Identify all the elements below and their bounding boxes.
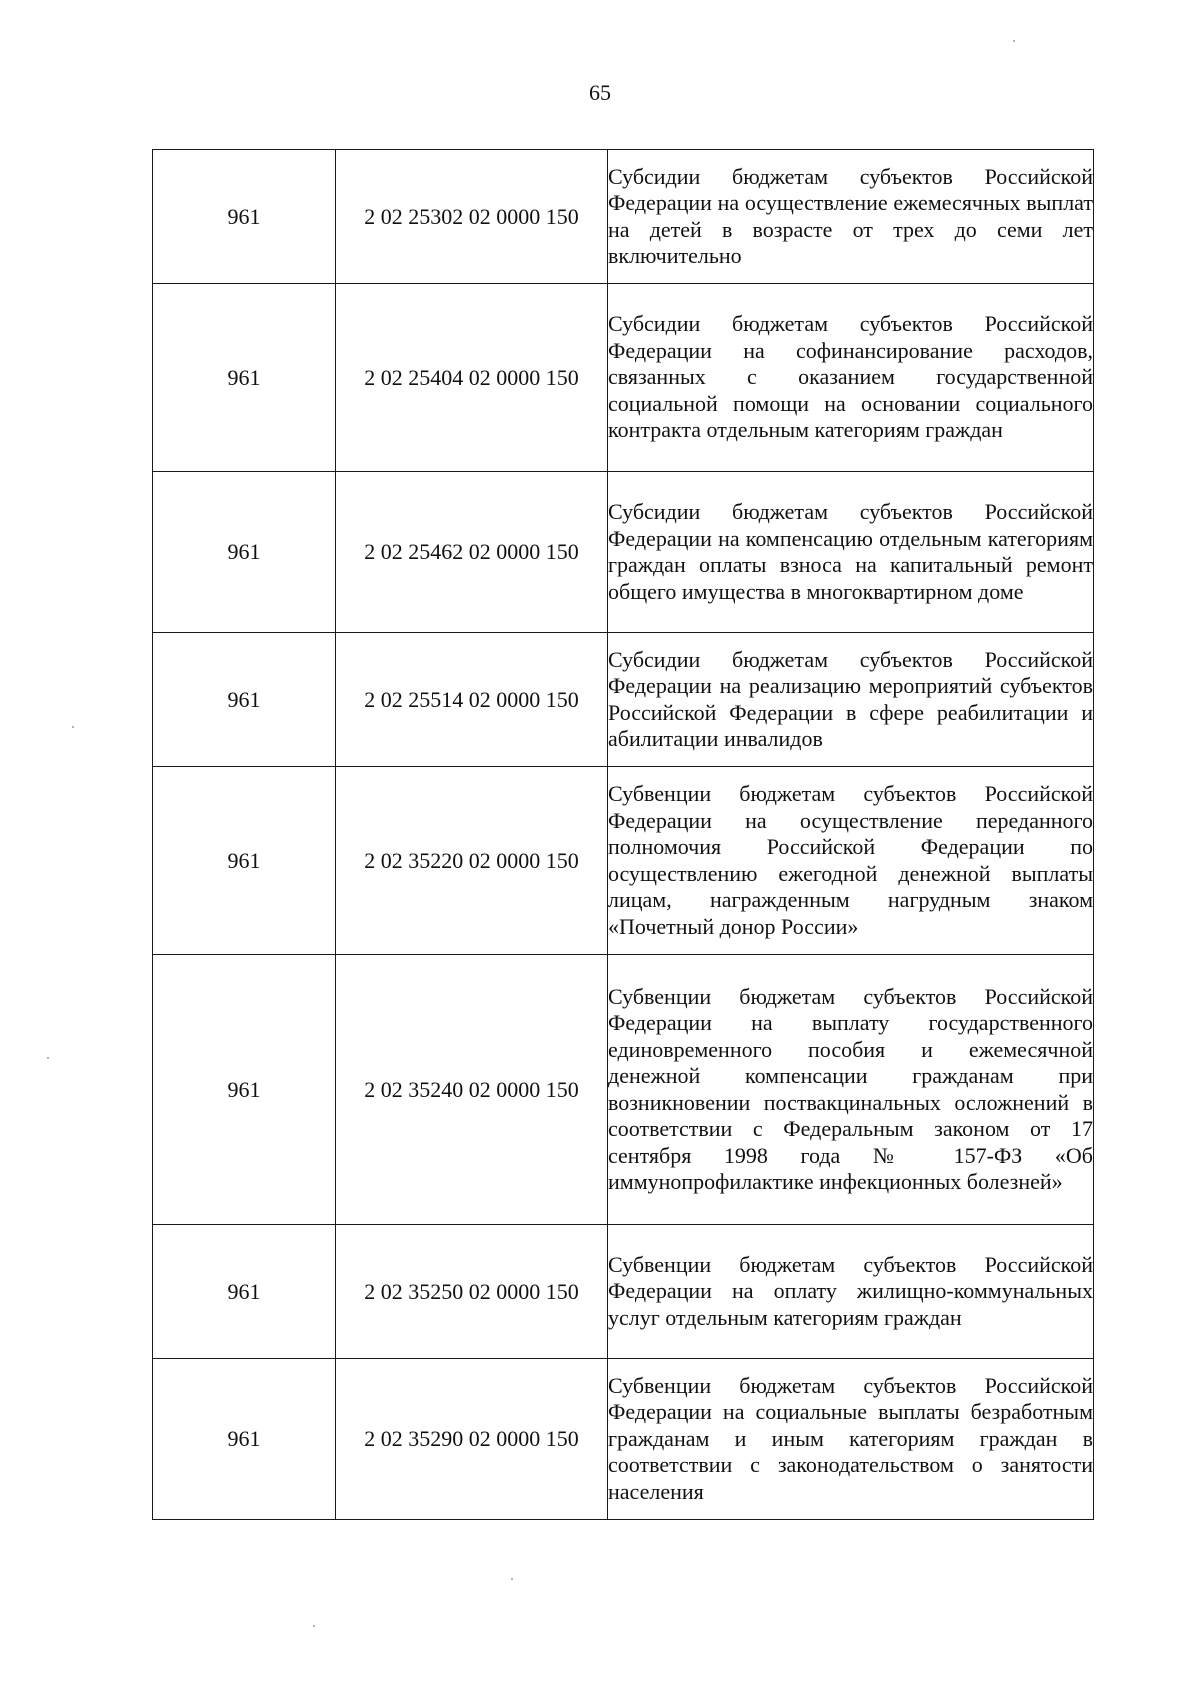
description-cell: Субсидии бюджетам субъектов Российской Федерации на реализацию мероприятий субъектов Российской Федерации в сфере реабилитации и абилитации инвалидов (608, 633, 1094, 767)
admin-code-cell: 961 (153, 1225, 336, 1359)
description-cell: Субсидии бюджетам субъектов Российской Федерации на осуществление ежемесячных выплат на детей в возрасте от трех до семи лет включительно (608, 150, 1094, 284)
budget-code-cell: 2 02 25462 02 0000 150 (336, 472, 608, 633)
description-cell: Субсидии бюджетам субъектов Российской Федерации на компенсацию отдельным категориям граждан оплаты взноса на капитальный ремонт общего имущества в многоквартирном доме (608, 472, 1094, 633)
scan-speck (313, 1625, 315, 1627)
table-row (153, 1225, 1094, 1359)
table-row (153, 633, 1094, 767)
scan-speck (72, 726, 74, 728)
admin-code-cell: 961 (153, 284, 336, 472)
scan-speck (47, 1057, 49, 1059)
admin-code-cell: 961 (153, 767, 336, 955)
budget-revenue-table (152, 149, 1094, 1520)
budget-code-cell: 2 02 35220 02 0000 150 (336, 767, 608, 955)
description-cell: Субвенции бюджетам субъектов Российской Федерации на осуществление переданного полномочия Российской Федерации по осуществлению ежегодной денежной выплаты лицам, награжденным нагрудным знаком «Почетный донор России» (608, 767, 1094, 955)
budget-code-cell: 2 02 35250 02 0000 150 (336, 1225, 608, 1359)
table-row (153, 150, 1094, 284)
scan-speck (511, 1578, 513, 1580)
description-cell: Субвенции бюджетам субъектов Российской Федерации на выплату государственного единовременного пособия и ежемесячной денежной компенсации гражданам при возникновении поствакцинальных осложнений в соответствии с Федеральным законом от 17 сентября 1998 года № 157-ФЗ «Об иммунопрофилактике инфекционных болезней» (608, 955, 1094, 1225)
budget-code-cell: 2 02 25302 02 0000 150 (336, 150, 608, 284)
budget-code-cell: 2 02 25404 02 0000 150 (336, 284, 608, 472)
admin-code-cell: 961 (153, 472, 336, 633)
page-number: 65 (589, 80, 611, 105)
budget-code-cell: 2 02 35290 02 0000 150 (336, 1359, 608, 1520)
budget-code-cell: 2 02 35240 02 0000 150 (336, 955, 608, 1225)
description-cell: Субвенции бюджетам субъектов Российской Федерации на социальные выплаты безработным гражданам и иным категориям граждан в соответствии с законодательством о занятости населения (608, 1359, 1094, 1520)
table-row (153, 955, 1094, 1225)
admin-code-cell: 961 (153, 150, 336, 284)
table-row (153, 284, 1094, 472)
admin-code-cell: 961 (153, 1359, 336, 1520)
table-row (153, 767, 1094, 955)
admin-code-cell: 961 (153, 955, 336, 1225)
admin-code-cell: 961 (153, 633, 336, 767)
scan-speck (1013, 40, 1015, 42)
table-row (153, 1359, 1094, 1520)
budget-code-cell: 2 02 25514 02 0000 150 (336, 633, 608, 767)
table-row (153, 472, 1094, 633)
description-cell: Субсидии бюджетам субъектов Российской Федерации на софинансирование расходов, связанных с оказанием государственной социальной помощи на основании социального контракта отдельным категориям граждан (608, 284, 1094, 472)
description-cell: Субвенции бюджетам субъектов Российской Федерации на оплату жилищно-коммунальных услуг отдельным категориям граждан (608, 1225, 1094, 1359)
